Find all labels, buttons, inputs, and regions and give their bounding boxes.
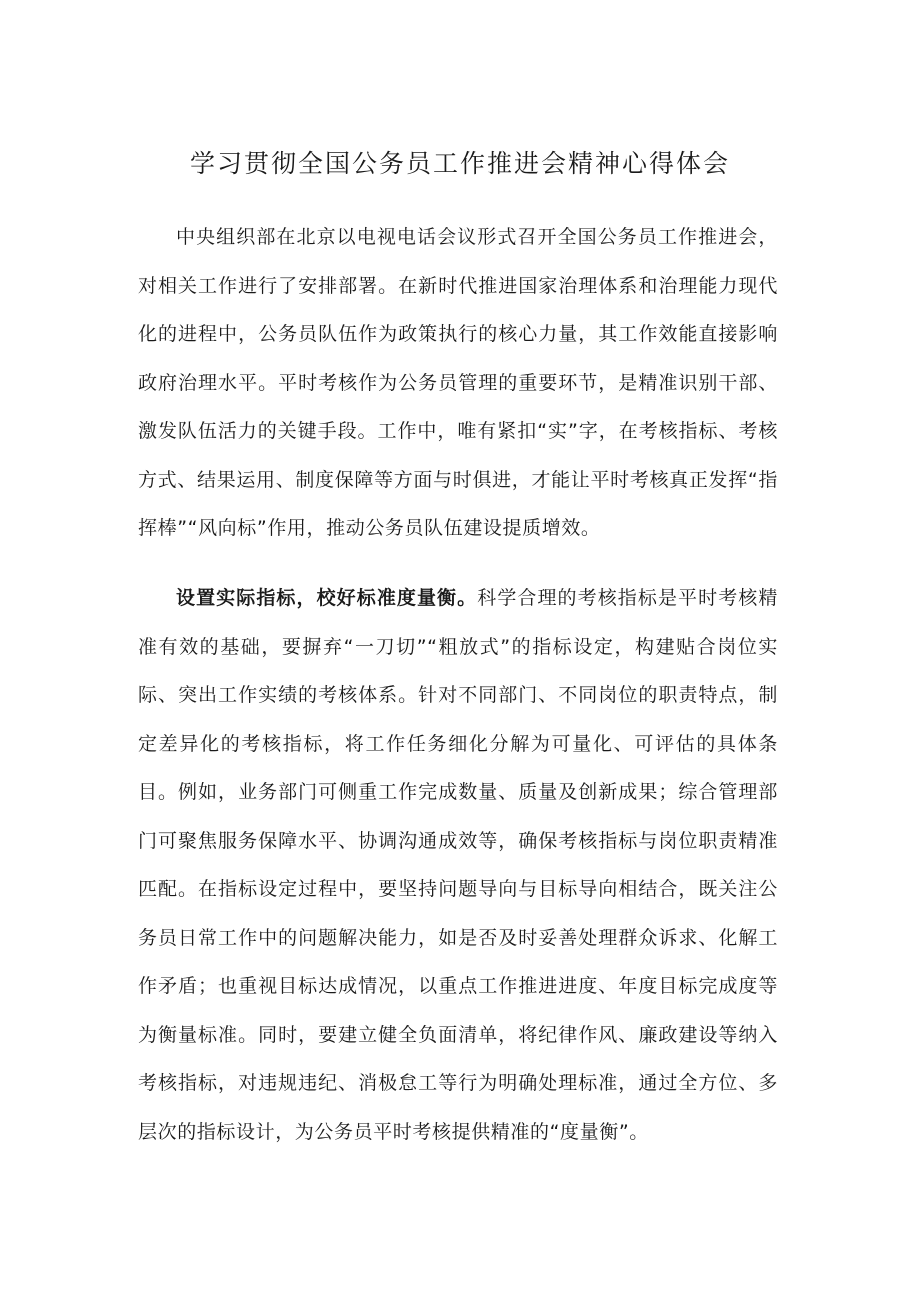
paragraph-intro [138,213,778,553]
paragraph-indicators [138,574,778,1156]
paragraph-lead-heading: 设置实际指标，校好标准度量衡。 [176,587,478,609]
paragraph-intro-text: 中央组织部在北京以电视电话会议形式召开全国公务员工作推进会，对相关工作进行了安排部署。在新时代推进国家治理体系和治理能力现代化的进程中，公务员队伍作为政策执行的核心力量，其工作效能直接影响政府治理水平。平时考核作为公务员管理的重要环节，是精准识别干部、激发队伍活力的关键手段。工作中，唯有紧扣“实”字，在考核指标、考核方式、结果运用、制度保障等方面与时俱进，才能让平时考核真正发挥“指挥棒”“风向标”作用，推动公务员队伍建设提质增效。 [138,226,778,539]
document-title: 学习贯彻全国公务员工作推进会精神心得体会 [189,149,730,178]
paragraph-indicators-text: 科学合理的考核指标是平时考核精准有效的基础，要摒弃“一刀切”“粗放式”的指标设定，构建贴合岗位实际、突出工作实绩的考核体系。针对不同部门、不同岗位的职责特点，制定差异化的考核指标，将工作任务细化分解为可量化、可评估的具体条目。例如，业务部门可侧重工作完成数量、质量及创新成果；综合管理部门可聚焦服务保障水平、协调沟通成效等，确保考核指标与岗位职责精准匹配。在指标设定过程中，要坚持问题导向与目标导向相结合，既关注公务员日常工作中的问题解决能力，如是否及时妥善处理群众诉求、化解工作矛盾；也重视目标达成情况，以重点工作推进进度、年度目标完成度等为衡量标准。同时，要建立健全负面清单，将纪律作风、廉政建设等纳入考核指标，对违规违纪、消极怠工等行为明确处理标准，通过全方位、多层次的指标设计，为公务员平时考核提供精准的“度量衡”。 [138,587,778,1143]
